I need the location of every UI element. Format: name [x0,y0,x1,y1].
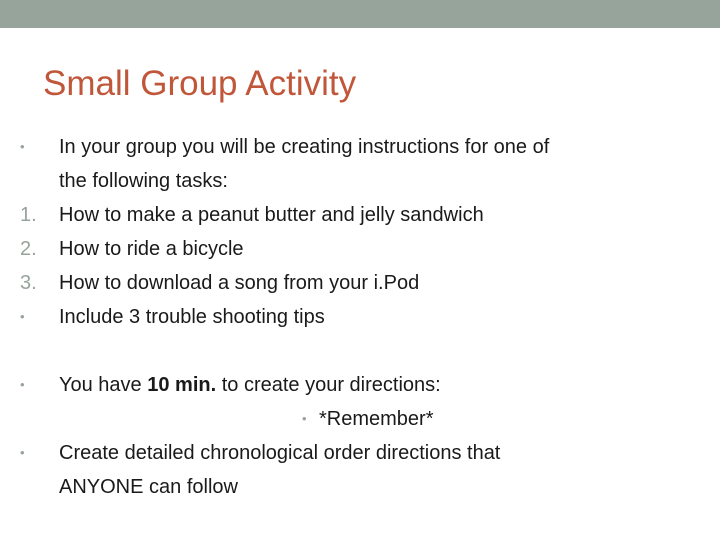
task-number: 1. [20,204,37,226]
top-band [0,0,720,28]
bullet-marker: • [20,309,25,324]
bullet-time-text [59,368,441,402]
bullet-detail-continuation [20,470,700,504]
bullet-intro [20,130,700,164]
bullet-detail-text: Create detailed chronological order directions that [59,442,501,464]
bullet-marker: • [302,411,307,426]
bullet-remember [20,402,700,436]
task-text: How to make a peanut butter and jelly sandwich [59,204,484,226]
bullet-intro-continuation [20,164,700,198]
slide-body [20,130,700,504]
bullet-tips-text: Include 3 trouble shooting tips [59,306,325,328]
bullet-intro-text: In your group you will be creating instructions for one of [59,136,550,158]
task-text: How to ride a bicycle [59,238,244,260]
bullet-detail [20,436,700,470]
bullet-marker: • [20,377,25,392]
task-number: 3. [20,272,37,294]
task-number: 2. [20,238,37,260]
spacer [20,334,700,368]
bullet-intro-text-cont: the following tasks: [59,170,228,192]
bullet-time [20,368,700,402]
bullet-marker: • [20,445,25,460]
bullet-marker: • [20,139,25,154]
time-prefix: You have [59,374,148,396]
bullet-tips [20,300,700,334]
bullet-detail-text-cont: ANYONE can follow [59,476,238,498]
task-text: How to download a song from your i.Pod [59,272,420,294]
time-emphasis: 10 min. [147,374,217,396]
task-item-1 [20,198,700,232]
slide-title: Small Group Activity [43,64,357,103]
bullet-remember-text: *Remember* [319,408,434,430]
time-suffix: to create your directions: [216,374,441,396]
task-item-2 [20,232,700,266]
task-item-3 [20,266,700,300]
